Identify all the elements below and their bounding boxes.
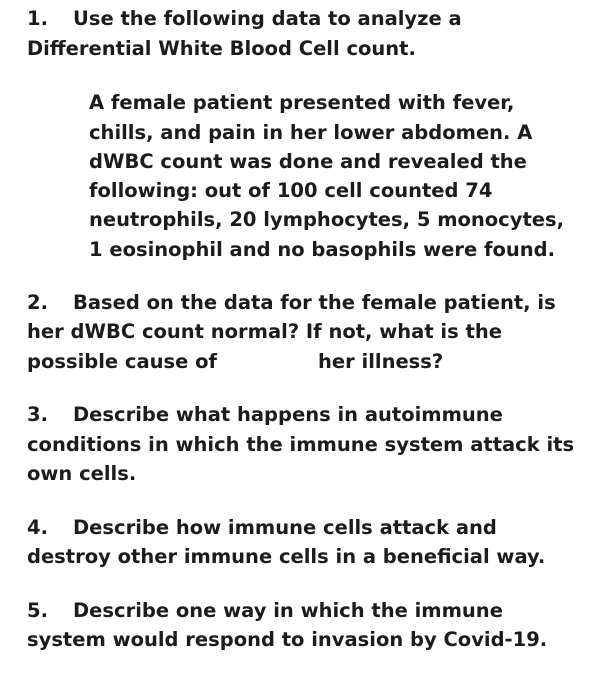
question-3-number: 3. (27, 403, 48, 426)
passage-line-3: dWBC count was done and revealed the (89, 150, 527, 173)
question-2-line-3-end: her illness? (318, 350, 444, 373)
question-1-number: 1. (27, 7, 48, 30)
question-4-line-1: 4. Describe how immune cells attack and (27, 513, 497, 543)
question-2-line-2: her dWBC count normal? If not, what is the (27, 320, 502, 343)
question-3-line-3: own cells. (27, 462, 137, 485)
question-1-line-1: 1. Use the following data to analyze a (27, 4, 462, 34)
question-2-line-1: 2. Based on the data for the female patient, is (27, 288, 556, 318)
question-3-line-1: 3. Describe what happens in autoimmune (27, 400, 503, 430)
question-2-line-3: possible cause of (27, 350, 218, 373)
question-1-line-2: Differential White Blood Cell count. (27, 37, 416, 60)
question-2-number: 2. (27, 291, 48, 314)
question-4-line-2: destroy other immune cells in a beneficial way. (27, 545, 546, 568)
question-4-number: 4. (27, 516, 48, 539)
question-5-line-1: 5. Describe one way in which the immune (27, 596, 503, 626)
question-5-number: 5. (27, 599, 48, 622)
passage-line-2: chills, and pain in her lower abdomen. A (89, 121, 533, 144)
passage-line-4: following: out of 100 cell counted 74 (89, 179, 493, 202)
question-3-line-2: conditions in which the immune system attack its (27, 433, 575, 456)
question-5-line-2: system would respond to invasion by Covid-19. (27, 628, 548, 651)
passage-line-5: neutrophils, 20 lymphocytes, 5 monocytes, (89, 208, 565, 231)
passage-line-6: 1 eosinophil and no basophils were found. (89, 238, 556, 261)
passage-line-1: A female patient presented with fever, (89, 91, 515, 114)
